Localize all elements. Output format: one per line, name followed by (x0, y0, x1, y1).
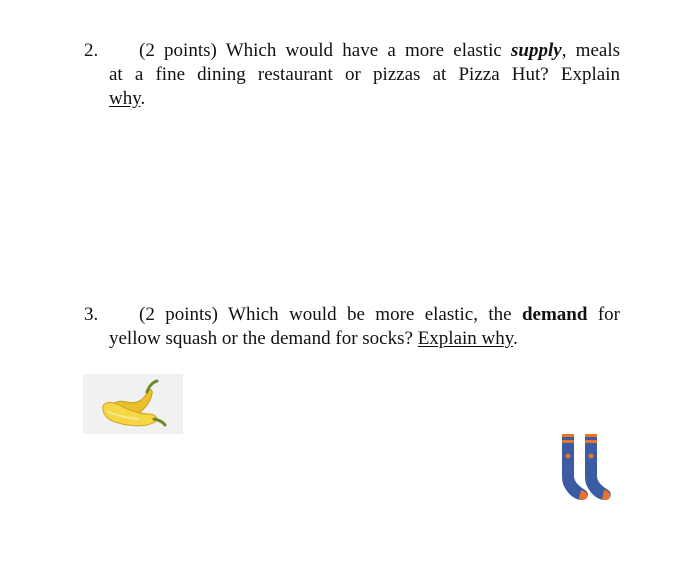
question-2 (84, 39, 620, 111)
squash-image (83, 374, 183, 434)
question-2-line-3 (84, 87, 620, 111)
question-3-number: 3. (84, 304, 99, 325)
yellow-squash-icon (83, 374, 183, 434)
question-3-text-a: (2 points) Which would be more elastic, the (139, 304, 522, 325)
keyword-demand: demand (521, 304, 588, 325)
question-3-period: . (513, 328, 518, 349)
question-2-line-2: at a fine dining restaurant or pizzas at Pizza Hut? Explain (109, 64, 620, 85)
question-3-text-c: yellow squash or the demand for socks? (109, 328, 418, 349)
keyword-supply: supply (511, 40, 562, 61)
question-2-line-1 (84, 39, 620, 63)
question-2-text-a: (2 points) Which would have a more elastic (139, 40, 512, 61)
keyword-why: why (109, 88, 141, 109)
question-2-number: 2. (84, 40, 99, 61)
question-3 (84, 303, 620, 351)
socks-image (555, 432, 625, 502)
keyword-explain-why: Explain why (417, 328, 514, 349)
question-3-line-2 (84, 327, 620, 351)
question-2-period: . (140, 88, 146, 109)
question-3-text-b: for (587, 304, 620, 325)
striped-socks-icon (555, 432, 625, 502)
question-2-text-b: , meals (561, 40, 620, 61)
question-3-line-1 (84, 303, 620, 327)
